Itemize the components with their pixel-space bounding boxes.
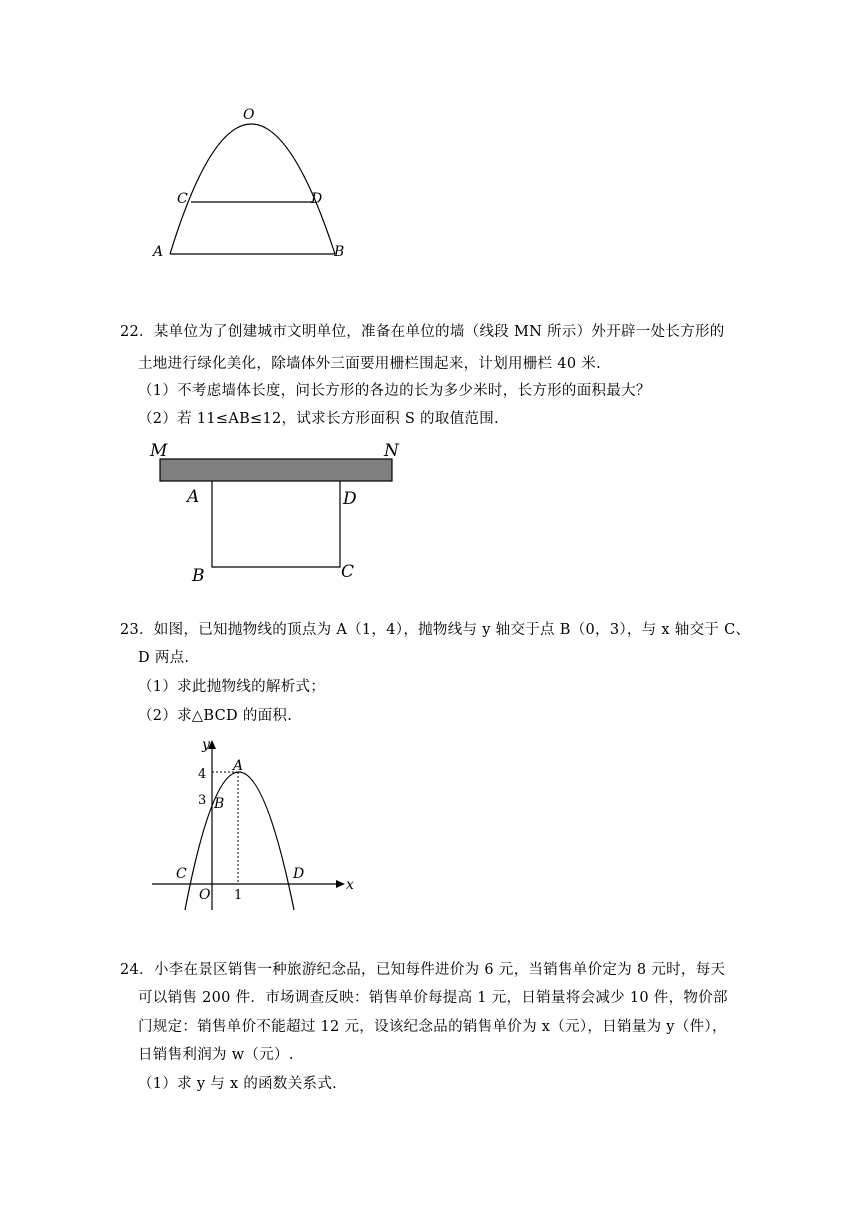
label-o: O <box>199 887 211 903</box>
q22-line-2: 土地进行绿化美化，除墙体外三面要用栅栏围起来，计划用栅栏 40 米. <box>138 356 601 372</box>
label-c: C <box>341 562 355 582</box>
label-c: C <box>176 866 187 882</box>
q23-line-4: （2）求△BCD 的面积. <box>138 708 293 724</box>
label-b: B <box>214 796 225 812</box>
q23-line-3: （1）求此抛物线的解析式； <box>138 679 326 695</box>
label-n: N <box>384 441 399 461</box>
label-a: A <box>187 487 200 507</box>
label-d: D <box>311 191 323 207</box>
q22-line-4: （2）若 11≤AB≤12，试求长方形面积 S 的取值范围. <box>138 411 499 427</box>
q24-line-2: 可以销售 200 件．市场调查反映：销售单价每提高 1 元，日销量将会减少 10 件，物价部 <box>138 990 728 1006</box>
q22-line-3: （1）不考虑墙体长度，问长方形的各边的长为多少米时，长方形的面积最大？ <box>138 383 651 399</box>
label-o: O <box>243 107 255 123</box>
label-x: x <box>346 877 354 893</box>
label-c: C <box>177 191 188 207</box>
q23-line-1: 23．如图，已知抛物线的顶点为 A（1，4），抛物线与 y 轴交于点 B（0，3），与 x 轴交于 C、 <box>120 622 751 638</box>
label-y: y <box>202 737 210 753</box>
label-m: M <box>150 441 168 461</box>
tick-3: 3 <box>198 793 207 808</box>
x-axis-arrow <box>336 880 345 888</box>
label-b: B <box>334 244 345 260</box>
tick-4: 4 <box>198 767 207 782</box>
q24-line-3: 门规定：销售单价不能超过 12 元，设该纪念品的销售单价为 x（元），日销量为 y（件）， <box>138 1019 727 1035</box>
q24-line-5: （1）求 y 与 x 的函数关系式. <box>138 1076 338 1092</box>
label-a: A <box>233 758 244 774</box>
label-d: D <box>343 489 357 509</box>
q23-line-2: D 两点. <box>138 650 190 666</box>
label-a: A <box>153 244 164 260</box>
tick-1: 1 <box>234 888 243 903</box>
label-b: B <box>192 566 205 586</box>
q24-line-1: 24．小李在景区销售一种旅游纪念品，已知每件进价为 6 元，当销售单价定为 8 元时，每天 <box>120 962 726 978</box>
q24-line-4: 日销售利润为 w（元）. <box>138 1047 294 1063</box>
q22-line-1: 22．某单位为了创建城市文明单位，准备在单位的墙（线段 MN 所示）外开辟一处长方形的 <box>120 324 725 340</box>
label-d: D <box>293 866 305 882</box>
